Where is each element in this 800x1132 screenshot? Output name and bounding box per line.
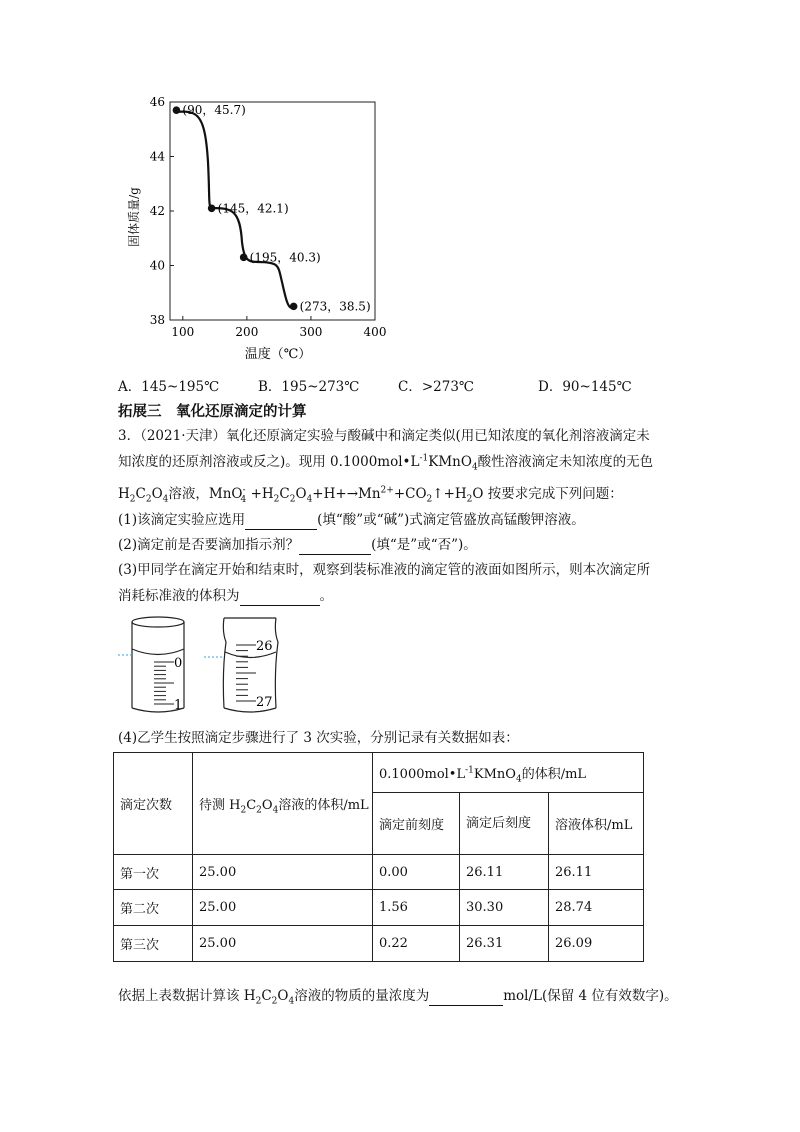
y-tick-label: 38 — [149, 313, 165, 327]
q3-sub1: (1)该滴定实验应选用 (填“酸”或“碱”)式滴定管盛放高锰酸钾溶液。 — [118, 512, 585, 528]
answer-blank-4[interactable] — [429, 991, 503, 1006]
cell-sample: 25.00 — [193, 890, 373, 926]
burette-figure — [118, 612, 298, 720]
header-sample-volume: 待测 $H_2C_2O_4$溶液的体积/mL — [193, 753, 373, 855]
header-count: 滴定次数 — [114, 753, 193, 855]
section-title: 拓展三 氧化还原滴定的计算 — [118, 404, 307, 420]
table-row — [114, 890, 644, 926]
x-tick-label: 200 — [235, 325, 259, 339]
cell-after: 30.30 — [460, 890, 549, 926]
header-before: 滴定前刻度 — [373, 793, 460, 855]
y-tick-label: 44 — [149, 149, 165, 164]
y-axis-label: 固体质量/g — [127, 187, 141, 247]
cell-sample: 25.00 — [193, 855, 373, 890]
data-point — [240, 254, 248, 262]
burette-right-label-27: 27 — [256, 695, 273, 710]
cell-count: 第二次 — [114, 890, 193, 926]
table-row — [114, 926, 644, 962]
answer-blank-1[interactable] — [245, 515, 317, 530]
q3-intro-line2: 知浓度的还原剂溶液或反之)。现用 $0.1000mol•L^{-1}KMnO_4$酸性溶液滴定未知浓度的无色 — [118, 453, 654, 473]
burette-right-label-26: 26 — [256, 639, 273, 654]
data-point — [208, 204, 216, 212]
cell-after: 26.31 — [460, 926, 549, 962]
cell-before: 1.56 — [373, 890, 460, 926]
cell-before: 0.00 — [373, 855, 460, 890]
data-point — [290, 303, 298, 311]
cell-after: 26.11 — [460, 855, 549, 890]
header-solution-volume: 溶液体积/mL — [549, 793, 644, 855]
q3-final: 依据上表数据计算该 $H_2C_2O_4$溶液的物质的量浓度为 mol/L(保留 4 位有效数字)。 — [118, 988, 678, 1007]
cell-count: 第三次 — [114, 926, 193, 962]
cell-count: 第一次 — [114, 855, 193, 890]
burette-right — [204, 618, 278, 712]
x-tick-label: 400 — [363, 325, 387, 339]
y-tick-label: 46 — [149, 95, 165, 109]
answer-blank-2[interactable] — [299, 540, 371, 555]
y-tick-label: 42 — [149, 204, 165, 218]
data-point-label: (90，45.7) — [182, 103, 246, 118]
table-row — [114, 855, 644, 890]
x-tick-label: 300 — [299, 325, 323, 339]
q3-sub3-line1: (3)甲同学在滴定开始和结束时，观察到装标准液的滴定管的液面如图所示，则本次滴定所 — [118, 562, 651, 578]
option-b[interactable]: B．195~273℃ — [258, 379, 360, 395]
cell-volume: 26.09 — [549, 926, 644, 962]
x-axis-label: 温度（℃） — [244, 347, 312, 362]
q3-sub3-line2: 消耗标准液的体积为 。 — [118, 588, 333, 604]
header-after: 滴定后刻度 — [460, 793, 549, 855]
data-point-label: (273，38.5) — [299, 299, 371, 314]
option-a[interactable]: A．145~195℃ — [118, 379, 220, 395]
q3-sub2: (2)滴定前是否要滴加指示剂？ (填“是”或“否”)。 — [118, 537, 477, 553]
option-d[interactable]: D．90~145℃ — [538, 379, 632, 395]
data-point-label: (145，42.1) — [217, 201, 289, 216]
header-kmno4-volume: $0.1000mol•L^{-1}KMnO_4$的体积/mL — [373, 753, 644, 793]
burette-left — [118, 617, 184, 713]
x-tick-label: 100 — [171, 325, 195, 339]
option-c[interactable]: C．>273℃ — [398, 379, 475, 395]
q3-sub4: (4)乙学生按照滴定步骤进行了 3 次实验，分别记录有关数据如表： — [118, 730, 519, 746]
answer-blank-3[interactable] — [240, 591, 320, 606]
cell-volume: 28.74 — [549, 890, 644, 926]
data-point — [173, 106, 181, 114]
cell-volume: 26.11 — [549, 855, 644, 890]
y-tick-label: 40 — [149, 258, 165, 273]
burette-left-label-0: 0 — [174, 656, 183, 671]
cell-before: 0.22 — [373, 926, 460, 962]
titration-data-table — [113, 752, 644, 962]
mass-temperature-chart — [120, 92, 420, 372]
q3-intro-line1: 3．（2021·天津）氧化还原滴定实验与酸碱中和滴定类似(用已知浓度的氧化剂溶液滴定未 — [118, 428, 650, 444]
cell-sample: 25.00 — [193, 926, 373, 962]
q3-equation-line: $H_2C_2O_4$溶液，$MnO^-_4 +H_2C_2O_4+H+\to Mn^{2+}+CO_2↑+H_2O$ 按要求完成下列问题： — [118, 485, 623, 505]
burette-left-label-1: 1 — [174, 698, 183, 713]
data-point-label: (195，40.3) — [249, 250, 321, 265]
